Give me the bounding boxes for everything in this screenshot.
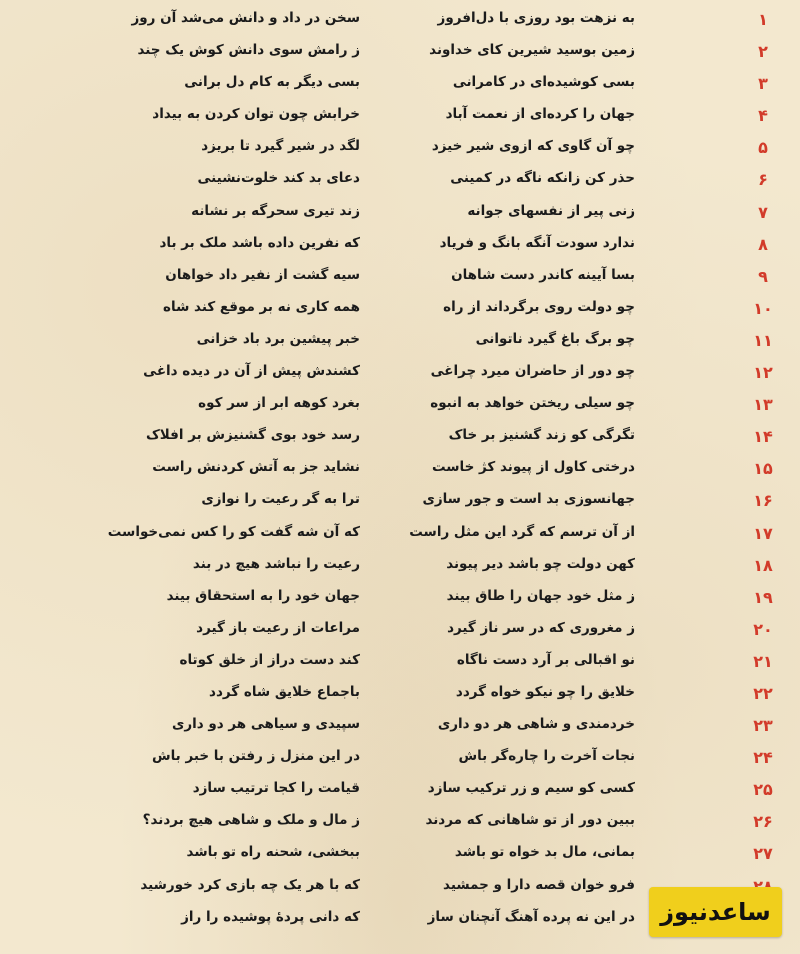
verse-first-hemistich: بمانی، مال بد خواه تو باشد — [454, 844, 635, 861]
verse-first-hemistich: چو دولت روی برگرداند از راه — [443, 298, 635, 315]
verse-first-hemistich: جهانسوزی بد است و جور سازی — [422, 491, 635, 508]
verse-number: ۲۳ — [753, 716, 773, 736]
verse-second-hemistich: لگد در شیر گیرد تا بریزد — [201, 138, 360, 155]
verse-row — [0, 744, 800, 776]
verse-second-hemistich: کشندش پیش از آن در دیده داغی — [143, 363, 360, 380]
verse-number: ۶ — [758, 170, 768, 190]
verse-second-hemistich: باجماع خلایق شاه گردد — [209, 683, 360, 700]
verse-row — [0, 231, 800, 263]
verse-row — [0, 102, 800, 134]
verse-row — [0, 295, 800, 327]
verse-first-hemistich: بسا آیینه کاندر دست شاهان — [451, 266, 635, 283]
verse-second-hemistich: که دانی پردهٔ پوشیده را راز — [181, 908, 360, 925]
verse-first-hemistich: چو سیلی ریختن خواهد به انبوه — [430, 395, 635, 412]
verse-second-hemistich: بسی دیگر به کام دل برانی — [184, 74, 360, 91]
verse-row — [0, 648, 800, 680]
verse-first-hemistich: جهان را کرده‌ای از نعمت آباد — [445, 106, 635, 123]
verse-first-hemistich: نو اقبالی بر آرد دست ناگاه — [456, 651, 635, 668]
verse-first-hemistich: چو دور از حاضران میرد چراغی — [430, 363, 635, 380]
verse-number: ۳ — [758, 74, 768, 94]
verse-second-hemistich: که با هر یک چه بازی کرد خورشید — [140, 876, 360, 893]
verse-second-hemistich: خرابش چون توان کردن به بیداد — [152, 106, 360, 123]
verse-second-hemistich: مراعات از رعیت باز گیرد — [196, 619, 360, 636]
verse-first-hemistich: ببین دور از تو شاهانی که مردند — [425, 812, 635, 829]
verse-row — [0, 808, 800, 840]
verse-number: ۱۴ — [753, 427, 773, 447]
verse-first-hemistich: حذر کن زانکه ناگه در کمینی — [450, 170, 635, 187]
verse-second-hemistich: در این منزل ز رفتن با خبر باش — [151, 748, 360, 765]
verse-number: ۱۲ — [753, 363, 773, 383]
verse-second-hemistich: ز رامش سوی دانش کوش یک چند — [137, 42, 360, 59]
verse-first-hemistich: در این نه پرده آهنگ آنچنان ساز — [427, 908, 635, 925]
verse-number: ۹ — [758, 266, 768, 286]
verse-number: ۱۷ — [753, 523, 773, 543]
verse-second-hemistich: رعیت را نباشد هیچ در بند — [192, 555, 360, 572]
verse-row — [0, 391, 800, 423]
verse-second-hemistich: ببخشی، شحنه راه تو باشد — [186, 844, 360, 861]
verse-first-hemistich: ز مغروری که در سر ناز گیرد — [447, 619, 635, 636]
verse-number: ۴ — [758, 106, 768, 126]
verse-number: ۱۳ — [753, 395, 773, 415]
verse-row — [0, 712, 800, 744]
verse-first-hemistich: فرو خوان قصه دارا و جمشید — [443, 876, 635, 893]
verse-number: ۱۶ — [753, 491, 773, 511]
verse-number: ۷ — [758, 202, 768, 222]
verse-first-hemistich: درختی کاول از پیوند کژ خاست — [431, 459, 635, 476]
verse-number: ۲۶ — [753, 812, 773, 832]
verse-first-hemistich: چو آن گاوی که ازوی شیر خیزد — [431, 138, 635, 155]
verse-second-hemistich: سخن در داد و دانش می‌شد آن روز — [131, 10, 360, 26]
verse-row — [0, 776, 800, 808]
verse-first-hemistich: نجات آخرت را چاره‌گر باش — [458, 748, 635, 765]
verse-row — [0, 552, 800, 584]
verse-number: ۱۰ — [753, 298, 773, 318]
verse-second-hemistich: ز مال و ملک و شاهی هیچ بردند؟ — [142, 812, 360, 829]
verse-number: ۲ — [758, 42, 768, 62]
verse-row — [0, 263, 800, 295]
verse-row — [0, 359, 800, 391]
verse-row — [0, 520, 800, 552]
verse-first-hemistich: چو برگ باغ گیرد ناتوانی — [475, 330, 635, 347]
verse-row — [0, 166, 800, 198]
verse-second-hemistich: که نفرین داده باشد ملک بر باد — [159, 234, 360, 251]
verse-second-hemistich: رسد خود بوی گشنیزش بر افلاک — [145, 427, 360, 444]
verse-first-hemistich: زمین بوسید شیرین کای خداوند — [429, 42, 635, 59]
verse-number: ۱ — [758, 10, 768, 29]
verse-number: ۲۴ — [753, 748, 773, 768]
verse-row — [0, 38, 800, 70]
verse-row — [0, 199, 800, 231]
verse-number: ۲۲ — [753, 683, 773, 703]
verse-first-hemistich: کهن دولت چو باشد دیر پیوند — [446, 555, 635, 572]
verse-row — [0, 680, 800, 712]
verse-row — [0, 840, 800, 872]
verse-row — [0, 70, 800, 102]
verse-second-hemistich: جهان خود را به استحقاق بیند — [166, 587, 360, 604]
verse-first-hemistich: تگرگی کو زند گشنیز بر خاک — [448, 427, 635, 444]
verse-number: ۸ — [758, 234, 768, 254]
verse-second-hemistich: دعای بد کند خلوت‌نشینی — [197, 170, 360, 187]
verse-row — [0, 134, 800, 166]
verse-second-hemistich: قیامت را کجا ترتیب سازد — [192, 780, 360, 797]
verse-row — [0, 6, 800, 38]
verse-second-hemistich: سیه گشت از نفیر داد خواهان — [165, 266, 360, 283]
verse-number: ۱۹ — [753, 587, 773, 607]
verse-first-hemistich: ز مثل خود جهان را طاق بیند — [446, 587, 635, 604]
verse-second-hemistich: که آن شه گفت کو را کس نمی‌خواست — [107, 523, 360, 540]
verse-number: ۱۸ — [753, 555, 773, 575]
verse-second-hemistich: نشاید جز به آتش کردنش راست — [152, 459, 360, 476]
verse-number: ۲۵ — [753, 780, 773, 800]
verse-second-hemistich: زند تیری سحرگه بر نشانه — [191, 202, 360, 219]
verse-number: ۱۱ — [753, 330, 773, 350]
verse-number: ۵ — [758, 138, 768, 158]
verse-first-hemistich: بسی کوشیده‌ای در کامرانی — [452, 74, 635, 91]
verse-first-hemistich: خلایق را چو نیکو خواه گردد — [455, 683, 635, 700]
verse-second-hemistich: سپیدی و سیاهی هر دو داری — [171, 716, 360, 733]
verse-first-hemistich: به نزهت بود روزی با دل‌افروز — [437, 10, 635, 26]
verse-second-hemistich: کند دست دراز از خلق کوتاه — [179, 651, 360, 668]
verse-number: ۲۱ — [753, 651, 773, 671]
verse-first-hemistich: کسی کو سیم و زر ترکیب سازد — [427, 780, 635, 797]
verse-row — [0, 616, 800, 648]
verse-second-hemistich: بغرد کوهه ابر از سر کوه — [198, 395, 360, 412]
verse-number: ۲۰ — [753, 619, 773, 639]
verse-row — [0, 455, 800, 487]
verse-row — [0, 327, 800, 359]
verse-second-hemistich: خبر پیشین برد باد خزانی — [196, 330, 360, 347]
verse-first-hemistich: زنی پیر از نفسهای جوانه — [467, 202, 635, 219]
verse-first-hemistich: ندارد سودت آنگه بانگ و فریاد — [439, 234, 635, 251]
verse-row — [0, 584, 800, 616]
saednews-logo: ساعدنیوز — [649, 887, 782, 937]
poem-table — [0, 6, 800, 937]
verse-second-hemistich: ترا به گر رعیت را نوازی — [201, 491, 360, 508]
verse-number: ۱۵ — [753, 459, 773, 479]
verse-first-hemistich: خردمندی و شاهی هر دو داری — [437, 716, 635, 733]
verse-second-hemistich: همه کاری نه بر موقع کند شاه — [163, 298, 360, 315]
verse-row — [0, 487, 800, 519]
verse-row — [0, 423, 800, 455]
verse-first-hemistich: از آن ترسم که گرد این مثل راست — [409, 523, 635, 540]
verse-number: ۲۷ — [753, 844, 773, 864]
